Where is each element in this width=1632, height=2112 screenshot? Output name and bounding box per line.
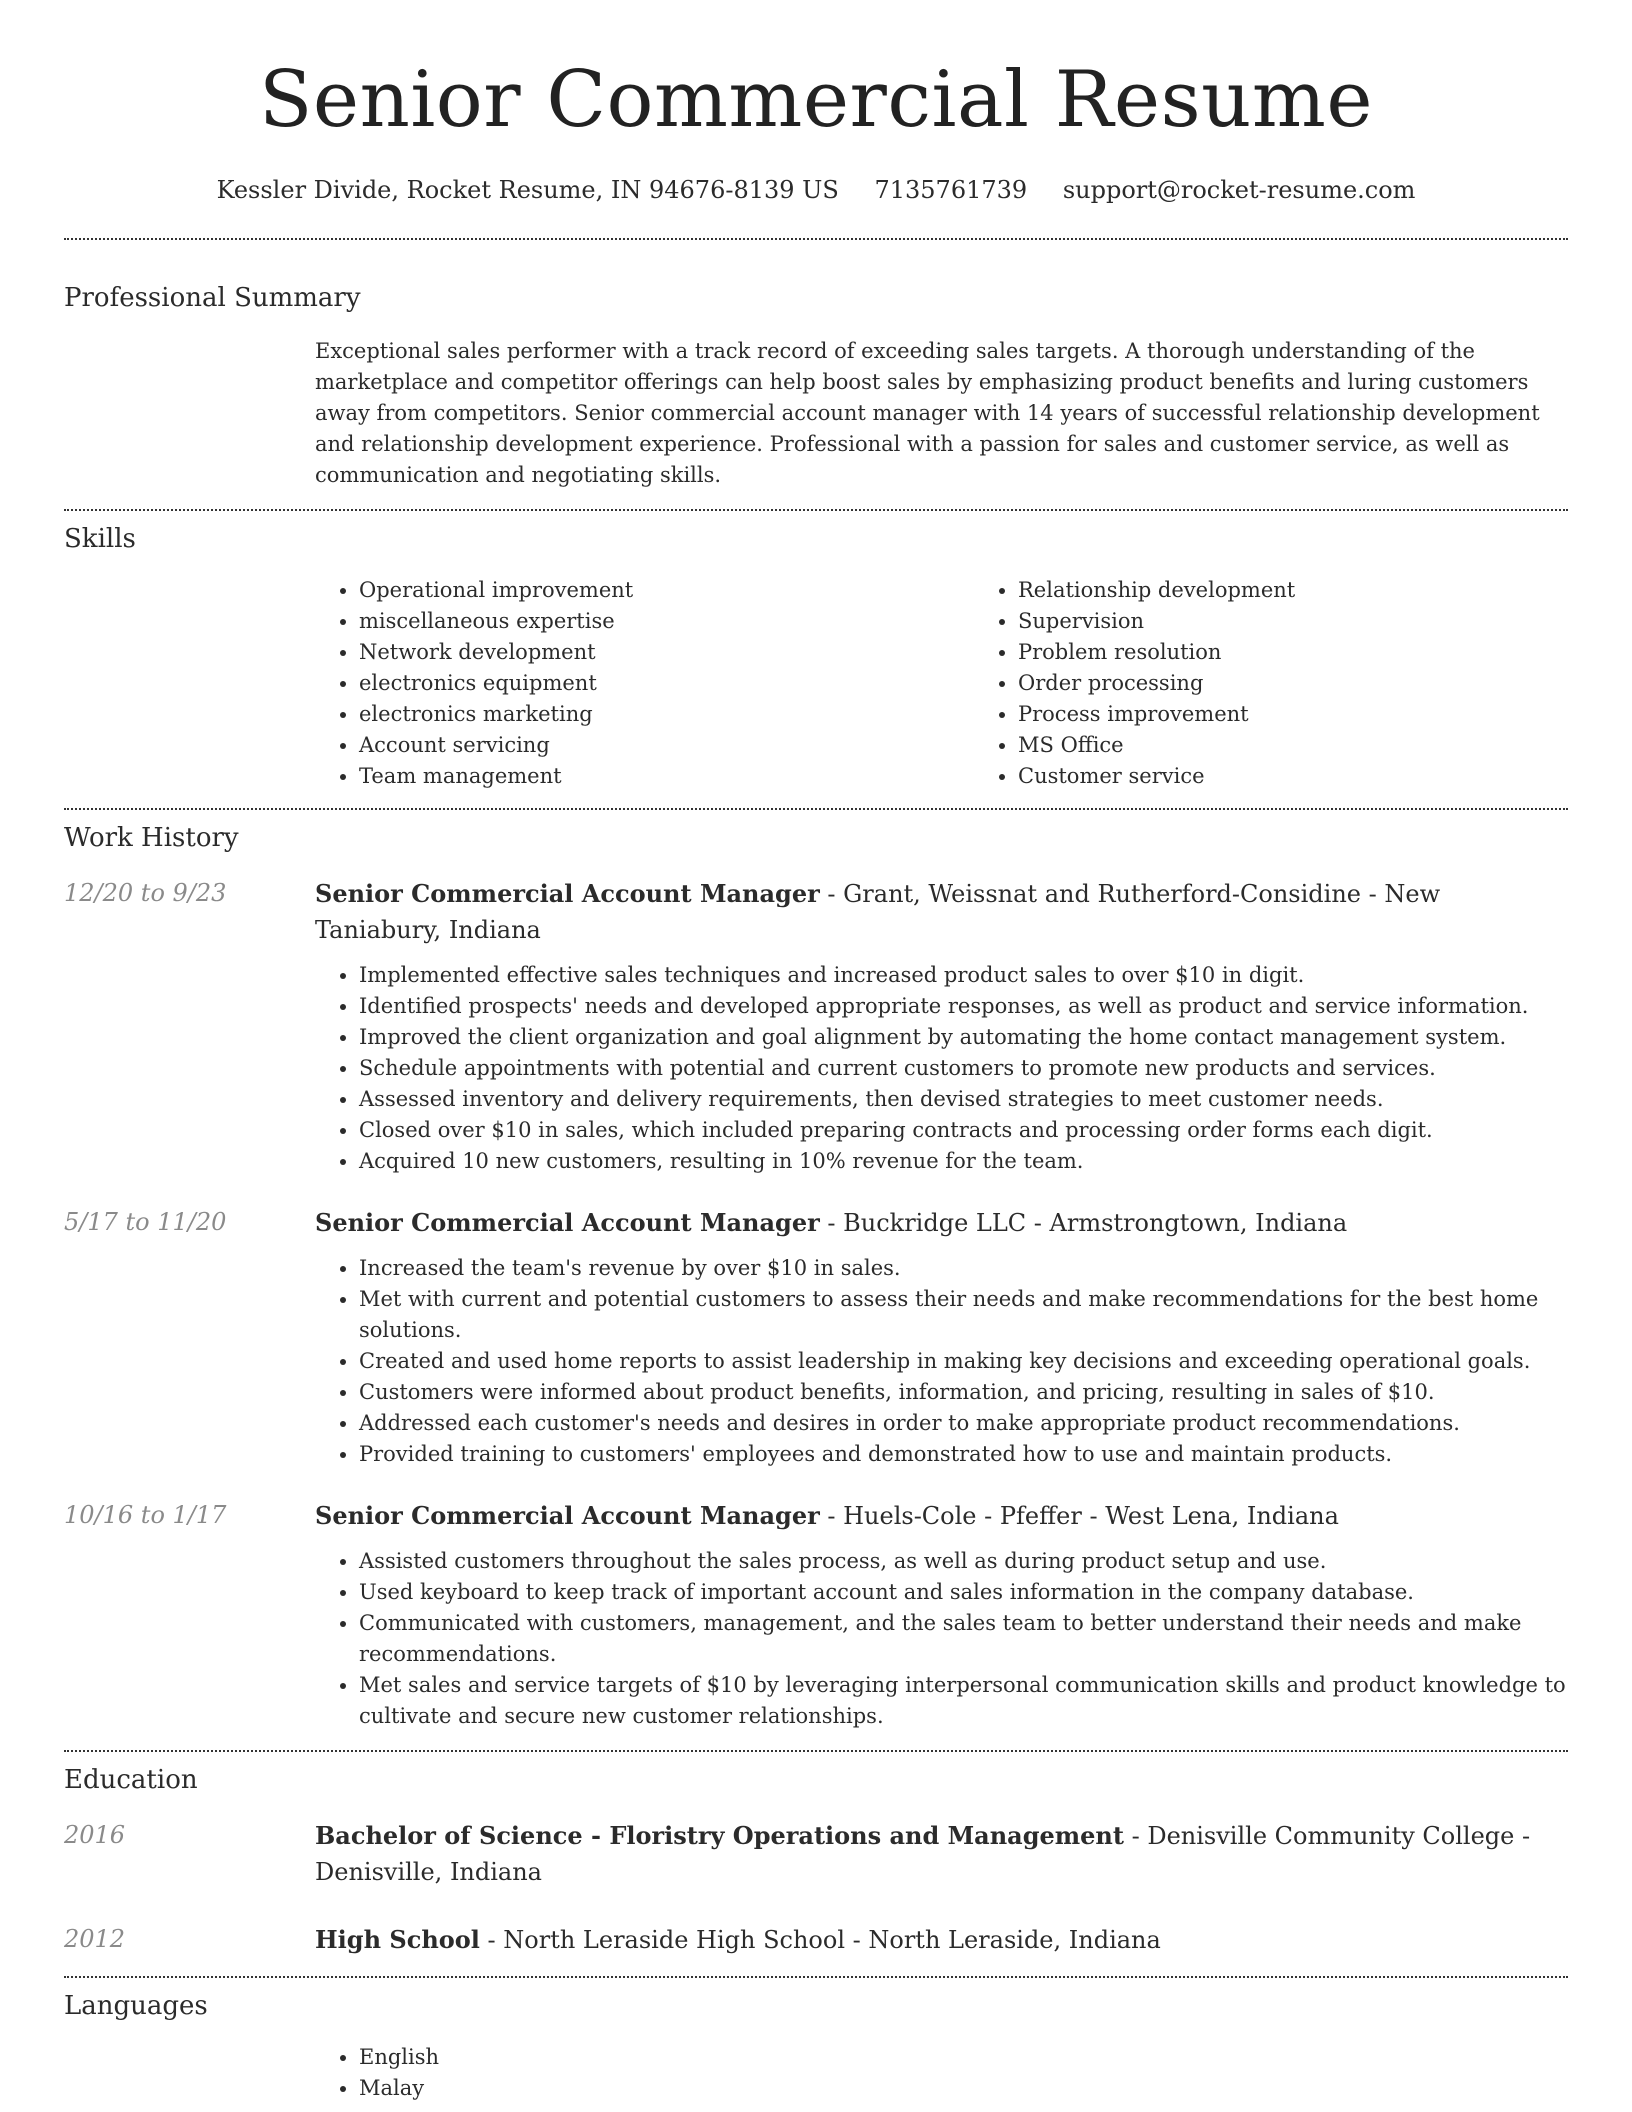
- divider: [64, 808, 1568, 810]
- summary-section: [64, 282, 1568, 491]
- summary-text: Exceptional sales performer with a track record of exceeding sales targets. A thorough understanding of the marketplace and competitor offerings can help boost sales by emphasizing product benefits and luring customers away from competitors. Senior commercial account manager with 14 years of successful relationship development and relationship development experience. Professional with a passion for sales and customer service, as well as communication and negotiating skills.: [315, 339, 1540, 487]
- list-item: • Improved the client organization and goal alignment by automating the home contact management system.: [359, 1022, 1568, 1053]
- section-title-summary: Professional Summary: [64, 283, 361, 313]
- education-section: [64, 1764, 1568, 1958]
- list-item: • Malay: [359, 2073, 1568, 2104]
- job-dates: 12/20 to 9/23: [64, 879, 227, 907]
- education-entry: [64, 1922, 1568, 1958]
- section-title-work: Work History: [64, 823, 239, 853]
- list-item: • Process improvement: [1018, 699, 1632, 730]
- list-item: • Account servicing: [359, 730, 974, 761]
- education-year: 2012: [64, 1925, 126, 1953]
- education-title: [315, 1818, 1568, 1890]
- divider: [64, 509, 1568, 511]
- divider: [64, 238, 1568, 240]
- job-entry: [64, 1205, 1568, 1470]
- job-employer: - Huels-Cole - Pfeffer - West Lena, Indiana: [819, 1502, 1339, 1530]
- list-item: • Network development: [359, 637, 974, 668]
- address: Kessler Divide, Rocket Resume, IN 94676-8139 US: [216, 176, 839, 204]
- list-item: • Operational improvement: [359, 575, 974, 606]
- list-item: • Customers were informed about product benefits, information, and pricing, resulting in sales of $10.: [359, 1377, 1568, 1408]
- list-item: • Provided training to customers' employees and demonstrated how to use and maintain products.: [359, 1439, 1568, 1470]
- list-item: • Supervision: [1018, 606, 1632, 637]
- job-employer: - Buckridge LLC - Armstrongtown, Indiana: [819, 1209, 1348, 1237]
- job-dates: 10/16 to 1/17: [64, 1501, 227, 1529]
- divider: [64, 1750, 1568, 1752]
- job-entry: [64, 1498, 1568, 1732]
- skills-section: [64, 523, 1568, 792]
- job-title: [315, 1205, 1568, 1241]
- list-item: • MS Office: [1018, 730, 1632, 761]
- list-item: • electronics equipment: [359, 668, 974, 699]
- list-item: • Identified prospects' needs and developed appropriate responses, as well as product and service information.: [359, 991, 1568, 1022]
- education-year: 2016: [64, 1821, 126, 1849]
- work-section: [64, 822, 1568, 1732]
- job-bullets: [315, 960, 1568, 1177]
- job-role: Senior Commercial Account Manager: [315, 1208, 820, 1237]
- job-employer: - Grant, Weissnat and Rutherford-Considine - New Taniabury, Indiana: [315, 880, 1441, 944]
- list-item: • Used keyboard to keep track of important account and sales information in the company database.: [359, 1577, 1568, 1608]
- list-item: • Order processing: [1018, 668, 1632, 699]
- job-bullets: [315, 1253, 1568, 1470]
- list-item: • Created and used home reports to assist leadership in making key decisions and exceeding operational goals.: [359, 1346, 1568, 1377]
- phone: 7135761739: [874, 176, 1028, 204]
- email: support@rocket-resume.com: [1062, 176, 1416, 204]
- education-degree: High School: [315, 1925, 480, 1954]
- job-role: Senior Commercial Account Manager: [315, 1501, 820, 1530]
- education-title: [315, 1922, 1568, 1958]
- list-item: • Schedule appointments with potential and current customers to promote new products and services.: [359, 1053, 1568, 1084]
- list-item: • Team management: [359, 761, 974, 792]
- job-role: Senior Commercial Account Manager: [315, 879, 820, 908]
- section-title-skills: Skills: [64, 524, 136, 554]
- list-item: • Problem resolution: [1018, 637, 1632, 668]
- list-item: • Communicated with customers, management, and the sales team to better understand their needs and make recommendations.: [359, 1608, 1568, 1670]
- job-bullets: [315, 1546, 1568, 1732]
- education-school: - North Leraside High School - North Leraside, Indiana: [479, 1926, 1161, 1954]
- list-item: • Implemented effective sales techniques and increased product sales to over $10 in digit.: [359, 960, 1568, 991]
- list-item: • Closed over $10 in sales, which included preparing contracts and processing order forms each digit.: [359, 1115, 1568, 1146]
- education-degree: Bachelor of Science - Floristry Operations and Management: [315, 1821, 1124, 1850]
- languages-section: [64, 1990, 1568, 2104]
- list-item: • Addressed each customer's needs and desires in order to make appropriate product recommendations.: [359, 1408, 1568, 1439]
- list-item: • Increased the team's revenue by over $10 in sales.: [359, 1253, 1568, 1284]
- list-item: • electronics marketing: [359, 699, 974, 730]
- skills-list-right: [974, 575, 1632, 792]
- education-school: - Denisville Community College - Denisville, Indiana: [315, 1822, 1531, 1886]
- list-item: • Assessed inventory and delivery requirements, then devised strategies to meet customer needs.: [359, 1084, 1568, 1115]
- list-item: • Assisted customers throughout the sales process, as well as during product setup and use.: [359, 1546, 1568, 1577]
- divider: [64, 1976, 1568, 1978]
- list-item: • English: [359, 2042, 1568, 2073]
- contact-line: [64, 176, 1568, 204]
- list-item: • Relationship development: [1018, 575, 1632, 606]
- section-title-languages: Languages: [64, 1991, 208, 2021]
- list-item: • Met sales and service targets of $10 by leveraging interpersonal communication skills and product knowledge to cultivate and secure new customer relationships.: [359, 1670, 1568, 1732]
- list-item: • Acquired 10 new customers, resulting in 10% revenue for the team.: [359, 1146, 1568, 1177]
- skills-grid: [315, 575, 1632, 792]
- list-item: • miscellaneous expertise: [359, 606, 974, 637]
- job-entry: [64, 876, 1568, 1177]
- list-item: • Customer service: [1018, 761, 1632, 792]
- resume-name: Senior Commercial Resume: [259, 55, 1373, 145]
- skills-list-left: [315, 575, 974, 792]
- languages-list: [315, 2042, 1568, 2104]
- list-item: • Met with current and potential customers to assess their needs and make recommendations for the best home solutions.: [359, 1284, 1568, 1346]
- job-title: [315, 1498, 1568, 1534]
- education-entry: [64, 1818, 1568, 1890]
- job-dates: 5/17 to 11/20: [64, 1208, 227, 1236]
- job-title: [315, 876, 1568, 948]
- section-title-education: Education: [64, 1765, 198, 1795]
